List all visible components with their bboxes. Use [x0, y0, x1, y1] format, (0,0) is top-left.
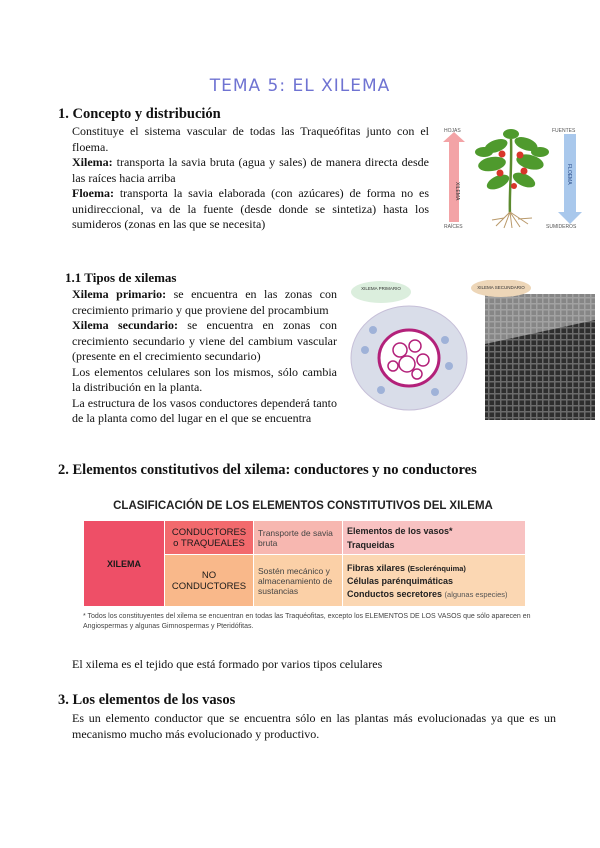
table-footnote: * Todos los constituyentes del xilema se encuentran en todas las Traquéofitas, excepto los ELEMENTOS DE LOS VASOS que sólo aparecen en Angiospermas y algunas Gimnospermas y Pteridófitas.	[83, 613, 531, 630]
xilema-secundario-term: Xilema secundario:	[72, 318, 178, 332]
label-floema: FLOEMA	[566, 164, 572, 185]
cell-func-conductores: Transporte de savia bruta	[254, 521, 343, 555]
plant-stem	[510, 139, 511, 214]
floema-definition	[72, 186, 429, 233]
xilema-arrow	[443, 132, 465, 222]
cell-el-conductores	[343, 521, 526, 555]
floema-term: Floema:	[72, 186, 114, 200]
label-xilema-primario: XILEMA PRIMARIO	[361, 286, 401, 291]
xilema-primario-text: se encuentra en las zonas con crecimiento primario y que proviene del procambium	[72, 287, 337, 317]
label-xilema: XILEMA	[454, 182, 460, 201]
el-fibras-note: (Esclerénquima)	[407, 563, 466, 573]
el-vasos: Elementos de los vasos*	[347, 525, 453, 536]
cell-func-no-conductores: Sostén mecánico y almacenamiento de sustancias	[254, 555, 343, 607]
el-traqueidas: Traqueidas	[347, 539, 395, 550]
section-1-body	[72, 124, 429, 233]
el-celulas: Células parénquimáticas	[347, 575, 454, 586]
xylem-micrographs	[345, 280, 595, 420]
el-fibras	[347, 563, 521, 573]
page-title: TEMA 5: EL XILEMA	[209, 76, 391, 96]
plant-roots	[492, 212, 532, 228]
section-2-after: El xilema es el tejido que está formado por varios tipos celulares	[72, 657, 383, 671]
label-xilema-secundario: XILEMA SECUNDARIO	[477, 285, 525, 290]
el-secretores	[347, 589, 521, 599]
section-1-intro: Constituye el sistema vascular de todas las Traqueófitas junto con el floema.	[72, 124, 429, 154]
section-1-1-body	[72, 287, 337, 427]
label-raices: RAÍCES	[444, 224, 463, 230]
cell-conductores: CONDUCTORES o TRAQUEALES	[165, 521, 254, 555]
section-1-1-heading: 1.1 Tipos de xilemas	[65, 270, 177, 285]
section-3-body: Es un elemento conductor que se encuentra sólo en las plantas más evolucionadas ya que es un mecanismo mucho más evolucionado y productivo.	[72, 711, 556, 741]
el-secretores-note: (algunas especies)	[444, 589, 508, 599]
table-title: CLASIFICACIÓN DE LOS ELEMENTOS CONSTITUTIVOS DEL XILEMA	[113, 500, 493, 512]
xilema-term: Xilema:	[72, 155, 113, 169]
floema-text: transporta la savia elaborada (con azúcares) de forma no es unidireccional, va de la fuente (desde donde se sintetiza) hasta los sumideros (zonas en las que se necesita)	[72, 186, 429, 231]
label-fuentes: FUENTES	[552, 128, 576, 134]
label-sumideros: SUMIDEROS	[546, 224, 577, 230]
xilema-secundario-text: se encuentra en zonas con crecimiento secundario y viene del cambium vascular (presente en el crecimiento secundario)	[72, 318, 338, 363]
cell-no-conductores: NO CONDUCTORES	[165, 555, 254, 607]
xilema-primario-term: Xilema primario:	[72, 287, 167, 301]
xilema-text: transporta la savia bruta (agua y sales) de manera directa desde las raíces hacia arriba	[72, 155, 429, 185]
xylem-classification-table	[83, 520, 526, 607]
xilema-primario-definition	[72, 287, 337, 318]
label-hojas: HOJAS	[444, 128, 461, 134]
el-fibras-label: Fibras xilares	[347, 562, 406, 573]
xilema-definition	[72, 155, 429, 186]
section-1-1-p4: La estructura de los vasos conductores dependerá tanto de la planta como del lugar en el que se encuentra	[72, 395, 337, 425]
section-2-heading: 2. Elementos constitutivos del xilema: conductores y no conductores	[58, 462, 477, 478]
el-secretores-label: Conductos secretores	[347, 588, 443, 599]
section-3-heading: 3. Los elementos de los vasos	[58, 692, 236, 708]
section-1-1-p3: Los elementos celulares son los mismos, sólo cambia la distribución en la planta.	[72, 364, 337, 394]
cell-el-no-conductores	[343, 555, 526, 607]
plant-transport-figure	[440, 124, 590, 230]
section-1-heading: 1. Concepto y distribución	[58, 106, 221, 122]
xilema-secundario-definition	[72, 318, 337, 365]
cell-xilema: XILEMA	[84, 521, 165, 607]
